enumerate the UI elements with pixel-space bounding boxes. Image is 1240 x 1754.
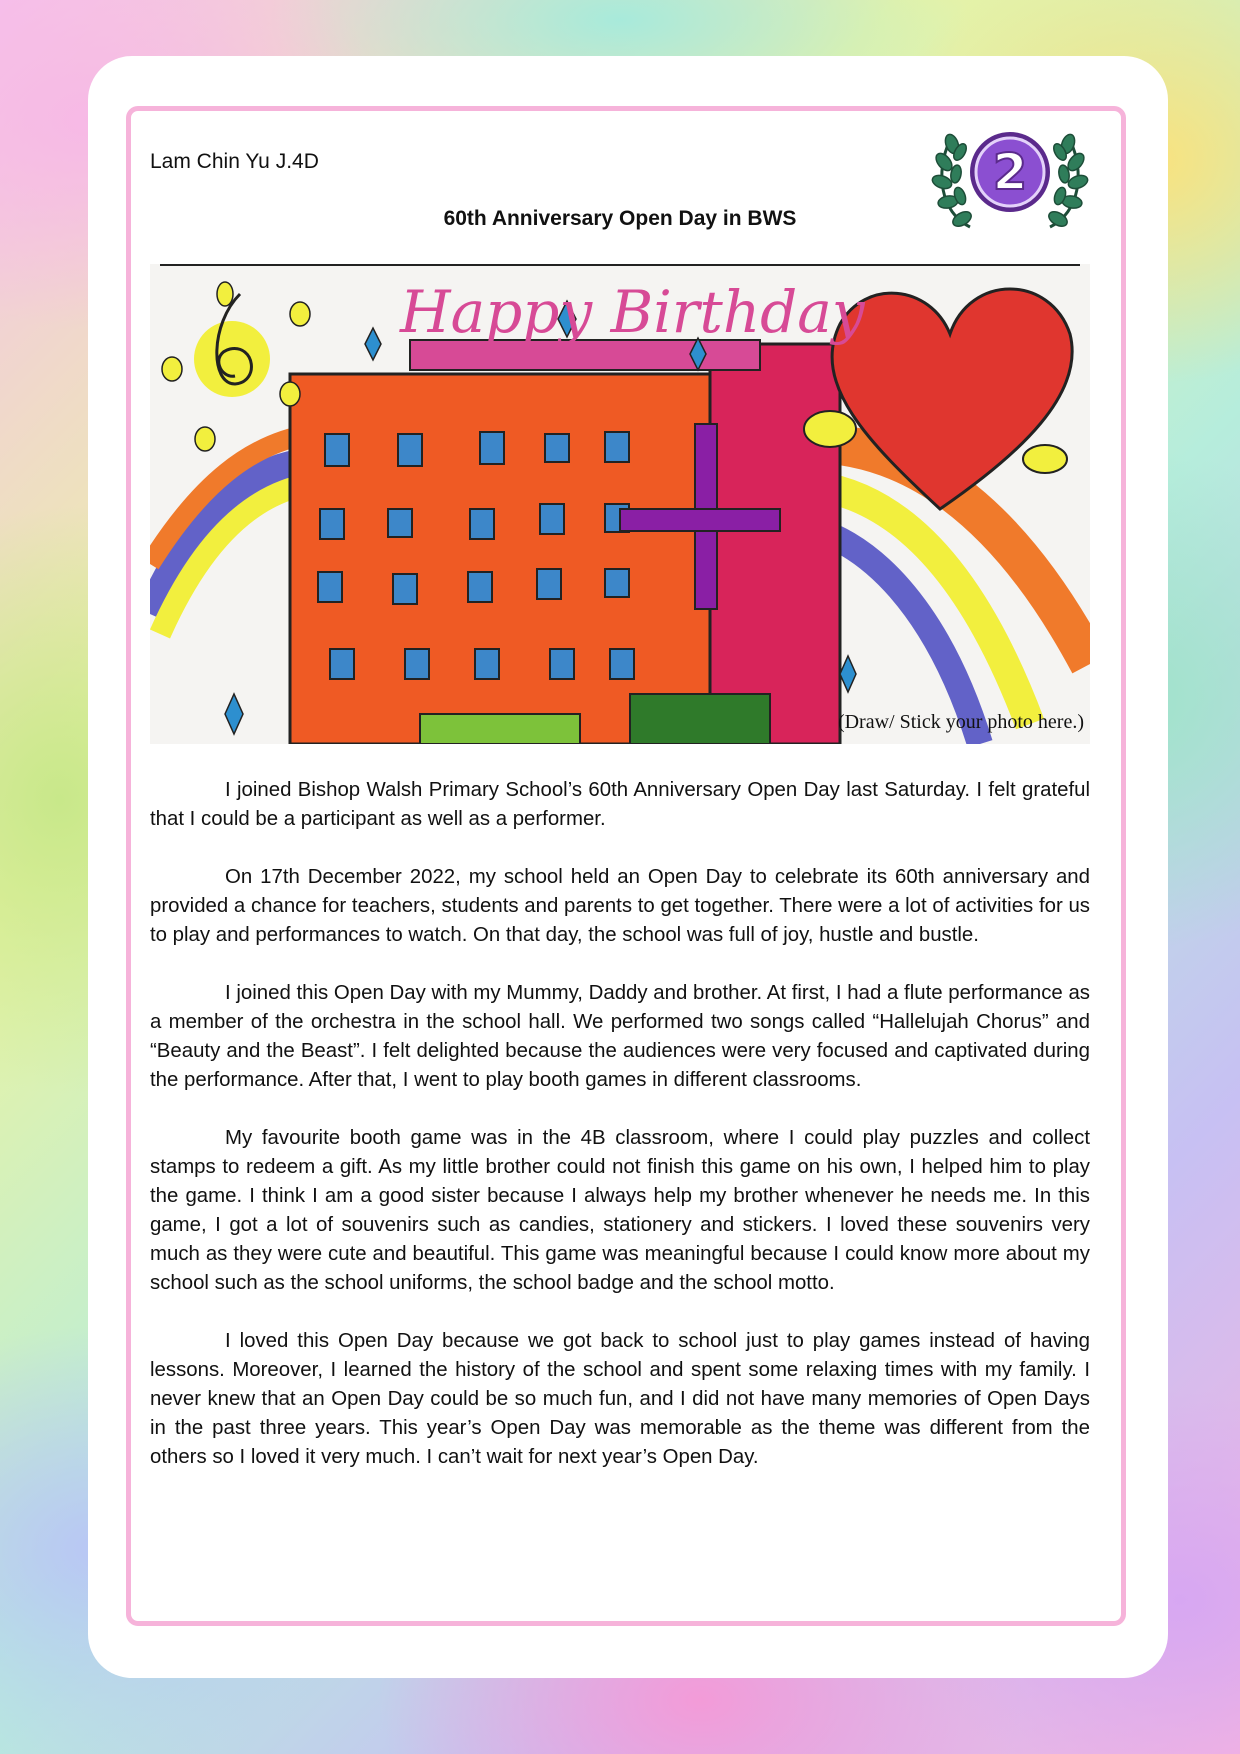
school-drawing-illustration (150, 264, 1090, 744)
second-place-badge (930, 122, 1090, 240)
drawing-happy-birthday-text: Happy Birthday (400, 278, 865, 346)
photo-caption: (Draw/ Stick your photo here.) (837, 711, 1084, 733)
child-drawing (150, 264, 1090, 744)
badge-rank-number: 2 (992, 143, 1028, 201)
essay-body (150, 776, 1090, 1501)
paragraph-1: I joined Bishop Walsh Primary School’s 60th Anniversary Open Day last Saturday. I felt grateful that I could be a participant as well as a performer. (150, 779, 1090, 830)
page-title: 60th Anniversary Open Day in BWS (443, 207, 797, 230)
paragraph-3: I joined this Open Day with my Mummy, Daddy and brother. At first, I had a flute performance as a member of the orchestra in the school hall. We performed two songs called “Hallelujah Chorus” and “Beauty and the Beast”. I felt delighted because the audiences were very focused and captivated during the performance. After that, I went to play booth games in different classrooms. (150, 982, 1090, 1091)
author-name: Lam Chin Yu J.4D (150, 150, 319, 173)
paragraph-4: My favourite booth game was in the 4B classroom, where I could play puzzles and collect stamps to redeem a gift. As my little brother could not finish this game on his own, I helped him to play the game. I think I am a good sister because I always help my brother whenever he needs me. In this game, I got a lot of souvenirs such as candies, stationery and stickers. I loved these souvenirs very much as they were cute and beautiful. This game was meaningful because I could know more about my school such as the school uniforms, the school badge and the school motto. (150, 1127, 1090, 1294)
paragraph-5: I loved this Open Day because we got back to school just to play games instead of having lessons. Moreover, I learned the history of the school and spent some relaxing times with my family. I never knew that an Open Day could be so much fun, and I did not have many memories of Open Days in the past three years. This year’s Open Day was memorable as the theme was different from the others so I loved it very much. I can’t wait for next year’s Open Day. (150, 1330, 1090, 1468)
paragraph-2: On 17th December 2022, my school held an Open Day to celebrate its 60th anniversary and provided a chance for teachers, students and parents to get together. There were a lot of activities for us to play and performances to watch. On that day, the school was full of joy, hustle and bustle. (150, 866, 1090, 946)
